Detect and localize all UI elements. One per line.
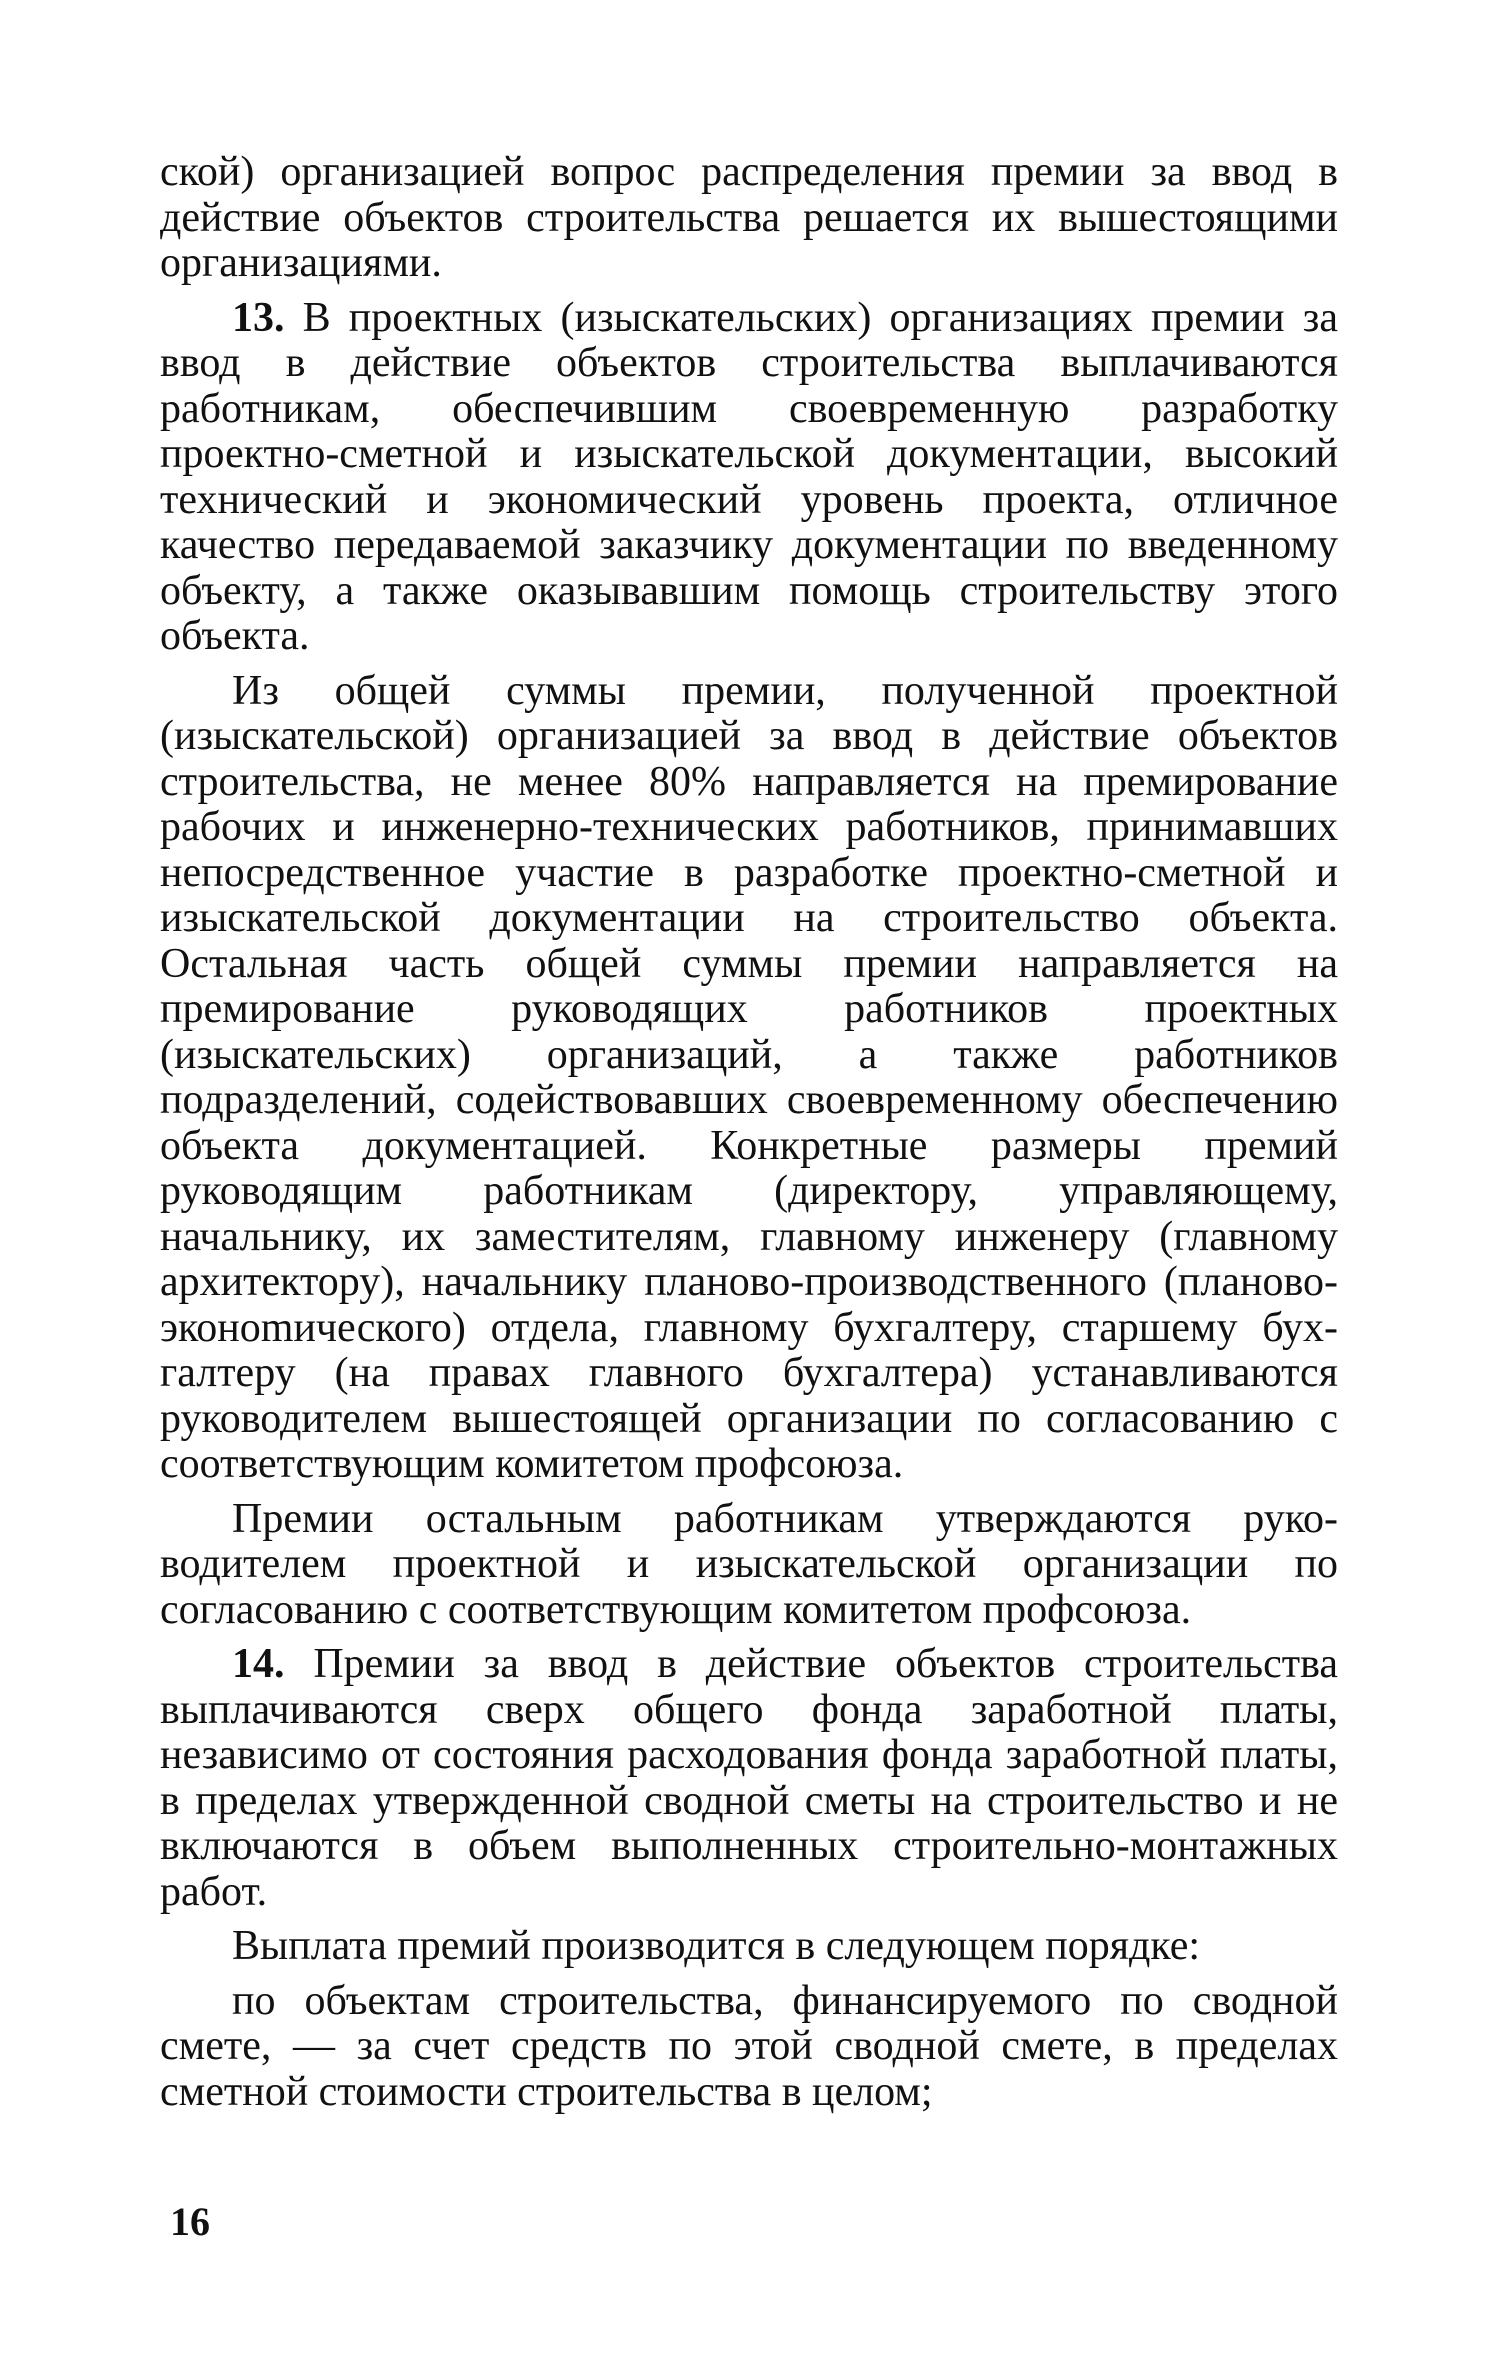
paragraph-text: Из общей суммы премии, полученной проектной (изыскательской) организацией за ввод в действие объектов строительства, не менее 80% направляется на премирование рабочих и инженерно-технических работников, принимавших непосредственное участие в разработке проектно-сметной и изыскательской документации на строительство объекта. Остальная часть общей суммы премии направляется на премирование руководящих работников проектных (изыскательских) организаций, а также работников подразделений, содействовавших своевременному обеспечению объекта документацией. Конкретные размеры премий руководящим работникам (директору, управляющему, начальнику, их заместителям, главному инженеру (главному архитектору), начальнику планово-производственного (планово-эконоmического) отдела, главному бухгалтеру, старшему бухгалтеру (на правах главного бухгалтера) устанавливаются руководителем вышестоящей организации по согласованию с соответствующим комитетом профсоюза. xyxy=(160,667,1338,1487)
paragraph-number: 13. xyxy=(232,294,285,341)
paragraph-payment-source xyxy=(160,1979,1338,2116)
paragraph-text: Премии остальным работникам утверждаются руководителем проектной и изыскательской организации по согласованию с соответствующим комитетом профсоюза. xyxy=(160,1495,1338,1633)
paragraph-continuation xyxy=(160,150,1338,287)
paragraph-payment-order xyxy=(160,1924,1338,1970)
paragraph-text: В проектных (изыскательских) организациях премии за ввод в действие объектов строительства выплачиваются работникам, обеспечившим своевременную разработку проектно-сметной и изыскательской документации, высокий технический и экономический уровень проекта, отличное качество передаваемой заказчику документации по введенному объекту, а также оказывавшим помощь строительству этого объекта. xyxy=(160,294,1338,659)
paragraph-other-workers xyxy=(160,1497,1338,1634)
paragraph-premium-distribution xyxy=(160,669,1338,1488)
paragraph-number: 14. xyxy=(232,1641,285,1687)
paragraph-text: ской) организацией вопрос распределения премии за ввод в действие объектов строительства решается их вышестоящими организациями. xyxy=(160,149,1338,286)
page-number: 16 xyxy=(170,2199,210,2244)
paragraph-text: по объектам строительства, финансируемого по сводной смете, — за счет средств по этой сводной смете, в пределах сметной стоимости строительства в целом; xyxy=(160,1977,1338,2115)
paragraph-text: Премии за ввод в действие объектов строительства выплачиваются сверх общего фонда заработной платы, независимо от состояния расходования фонда заработной платы, в пределах утвержденной сводной сметы на строительство и не включаются в объем выполненных строительно-монтажных работ. xyxy=(160,1641,1338,1915)
page-body-text xyxy=(160,150,1338,2124)
paragraph-item-14 xyxy=(160,1642,1338,1915)
paragraph-item-13 xyxy=(160,296,1338,660)
paragraph-text: Выплата премий производится в следующем порядке: xyxy=(232,1923,1201,1969)
